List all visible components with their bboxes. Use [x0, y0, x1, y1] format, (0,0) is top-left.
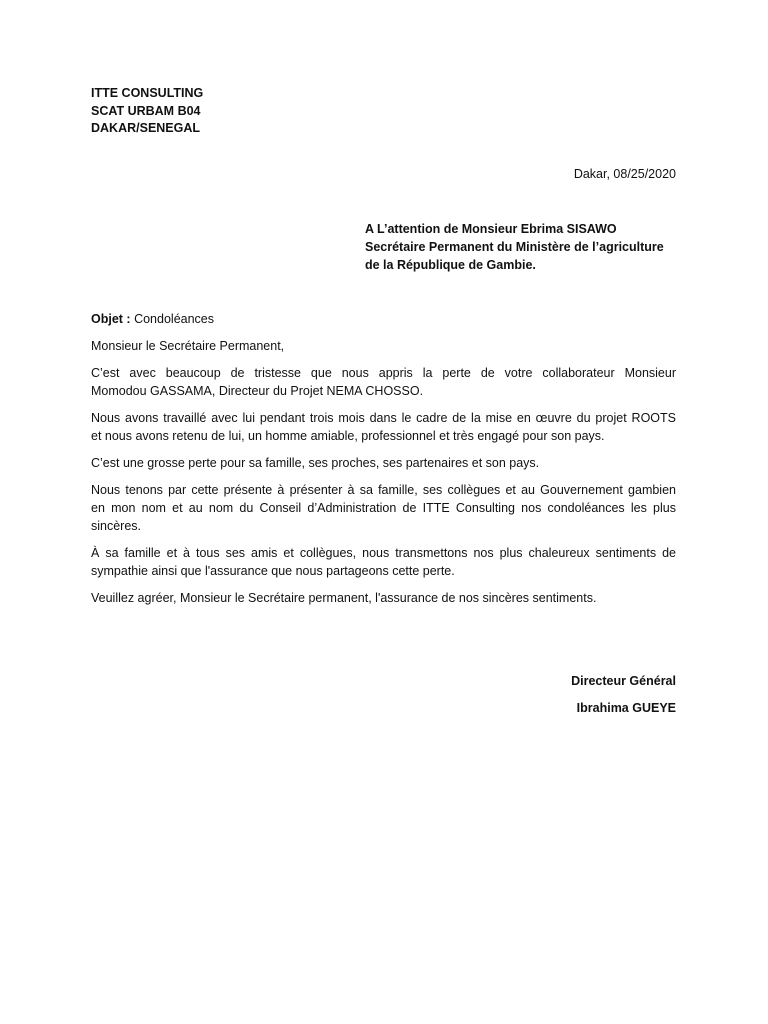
paragraph-line: et nous avons retenu de lui, un homme amiable, professionnel et très engagé pour son pays. — [91, 429, 605, 443]
letter-date: Dakar, 08/25/2020 — [573, 167, 676, 181]
paragraph-line: Veuillez agréer, Monsieur le Secrétaire permanent, l'assurance de nos sincères sentiments. — [91, 591, 597, 605]
salutation: Monsieur le Secrétaire Permanent, — [91, 339, 285, 353]
recipient-title-line: Secrétaire Permanent du Ministère de l’agriculture — [365, 240, 664, 254]
recipient-country-line: de la République de Gambie. — [365, 258, 536, 272]
paragraph-condolences — [91, 481, 676, 535]
signature-block — [571, 672, 676, 726]
paragraph-sympathy — [91, 544, 676, 580]
letter-body — [91, 310, 676, 616]
closing-formula — [91, 589, 676, 607]
paragraph-line: C’est avec beaucoup de tristesse que nous appris la perte de votre collaborateur Monsieur — [91, 366, 676, 380]
subject-text: Condoléances — [134, 312, 214, 326]
paragraph-line: Nous tenons par cette présente à présenter à sa famille, ses collègues et au Gouvernement gambien — [91, 483, 676, 497]
sender-address-block — [91, 85, 203, 138]
subject-line — [91, 310, 676, 328]
paragraph-line: Momodou GASSAMA, Directeur du Projet NEMA CHOSSO. — [91, 384, 424, 398]
paragraph-condolence-news — [91, 364, 676, 400]
paragraph-line: Nous avons travaillé avec lui pendant trois mois dans le cadre de la mise en œuvre du projet ROOTS — [91, 411, 676, 425]
paragraph-loss — [91, 454, 676, 472]
signatory-name: Ibrahima GUEYE — [576, 701, 676, 715]
paragraph-collaboration — [91, 409, 676, 445]
paragraph-line: sincères. — [91, 519, 142, 533]
paragraph-line: C’est une grosse perte pour sa famille, ses proches, ses partenaires et son pays. — [91, 456, 540, 470]
subject-label: Objet : — [91, 312, 131, 326]
sender-city-country: DAKAR/SENEGAL — [91, 121, 201, 135]
paragraph-line: en mon nom et au nom du Conseil d’Administration de ITTE Consulting nos condoléances les plus — [91, 501, 676, 515]
signatory-title: Directeur Général — [571, 674, 676, 688]
recipient-attention-line: A L’attention de Monsieur Ebrima SISAWO — [365, 222, 617, 236]
recipient-block — [365, 220, 664, 274]
paragraph-line: À sa famille et à tous ses amis et collègues, nous transmettons nos plus chaleureux sentiments de — [91, 546, 676, 560]
sender-address-line: SCAT URBAM B04 — [91, 103, 201, 118]
sender-company-name: ITTE CONSULTING — [91, 86, 204, 100]
paragraph-line: sympathie ainsi que l'assurance que nous partageons cette perte. — [91, 564, 455, 578]
